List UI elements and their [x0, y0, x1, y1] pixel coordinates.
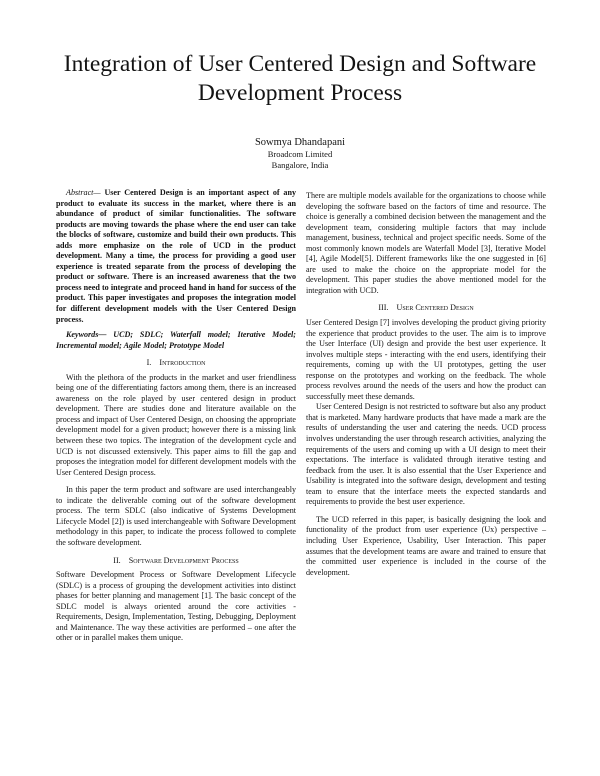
- ucd-paragraph-3: The UCD referred in this paper, is basically designing the look and functionality of the product from user experience (Ux) perspective – including User Experience, Usability, User Interaction. This paper assumes that the development teams are aware and trained to ensure that the committed user experience is included in the course of the development.: [306, 514, 546, 577]
- sdlc-paragraph-2: There are multiple models available for the organizations to choose while developing the software based on the factors of time and resource. The choice is generally a combined decision between the management and the development team, considering multiple factors that may include management, business, technical and project specific needs. Some of the most commonly known models are Waterfall Model [3], Iterative Model [4], Agile Model[5]. Different frameworks like the one suggested in [6] are used to make the choice on the appropriate model for the development. This paper studies the above mentioned model for the integration with UCD.: [306, 191, 546, 295]
- ucd-paragraph-1: User Centered Design [7] involves developing the product giving priority the experience that product provides to the user. The aim is to improve the User Interface (UI) design and provide the best user experience. It involves multiple steps - interacting with the end users, identifying their requirements, coming up with the UI prototypes, getting the user response on the prototypes and working on the feedback. The whole process revolves around the needs of the users and how the product can successfully meet these demands.: [306, 318, 546, 401]
- abstract-lead: Abstract—: [66, 188, 101, 197]
- left-column: [56, 188, 296, 644]
- section-heading-user-centered-design: [306, 303, 546, 314]
- section-number: II.: [113, 555, 121, 565]
- author-name: Sowmya Dhandapani: [254, 137, 346, 148]
- author-block: [0, 136, 600, 171]
- paper-title: Integration of User Centered Design and Software Development Process: [63, 51, 537, 106]
- intro-paragraph-1: With the plethora of the products in the market and user friendliness being one of the differentiating factors among them, there is an increased awareness on the role played by user centered design in product development. There are studies done and literature available on the process and impact of User Centered Design, on choosing the appropriate development model for a given product; however there is a missing link between these two topics. The integration of the development cycle and UCD is not discussed extensively. This paper aims to fill the gap and proposes the integration model for different development models with the User Centered Design process.: [56, 372, 296, 477]
- section-number: III.: [378, 303, 389, 313]
- intro-paragraph-2: In this paper the term product and software are used interchangeably to indicate the deliverable coming out of the software development process. The term SDLC (also indicative of Systems Development Lifecycle Model [2]) is used interchangeable with Software Development methodology in this paper, to indicate the process followed to complete the software development.: [56, 485, 296, 547]
- section-title: User Centered Design: [396, 303, 474, 313]
- section-number: I.: [146, 358, 152, 368]
- affiliation-organization: Broadcom Limited: [267, 149, 333, 159]
- section-heading-introduction: [56, 358, 296, 369]
- affiliation-location: Bangalore, India: [271, 160, 329, 170]
- sdlc-paragraph-1: Software Development Process or Software Development Lifecycle (SDLC) is a process of grouping the development activities into distinct phases for better planning and management [1]. The basic concept of the SDLC model is always oriented around the core activities - Requirements, Design, Implementation, Testing, Debugging, Deployment and Maintenance. The way these activities are performed – one after the other or in parallel makes them unique.: [56, 570, 296, 643]
- section-title: Introduction: [159, 358, 206, 368]
- keywords: Keywords— UCD; SDLC; Waterfall model; Iterative Model; Incremental model; Agile Model; Prototype Model: [56, 330, 296, 350]
- ucd-paragraph-2: User Centered Design is not restricted to software but also any product that is marketed. Many hardware products that have made a mark are the results of understanding the user and catering the needs. UCD process involves understanding the user through research activities, analyzing the requirements of the users and coming up with a UI design to meet their expectations. The interface is validated through iterative testing and feedback from the user. It is also essential that the User Experience and Usability is integrated into the software design, development and testing team to ensure that the interface meets the expected standards and requirements to provide the best user experience.: [306, 402, 546, 507]
- section-title: Software Development Process: [128, 555, 239, 565]
- abstract-text: User Centered Design is an important aspect of any product to evaluate its success in the market, where there is an abundance of product of similar functionalities. The software products are moving towards the phase where the end user can take the blocks of software, customize and build their own products. This adds more emphasize on the role of UCD in the product development. Many a time, the process for providing a good user experience is treated separate from the process of developing the product or software. There is an increased awareness that the two process need to integrate and proceed hand in hand for success of the product. This paper investigates and proposes the integration model for different development models with the User Centered Design process.: [56, 188, 296, 324]
- section-heading-software-development: [56, 556, 296, 567]
- abstract: [56, 188, 296, 325]
- right-column: [306, 191, 546, 578]
